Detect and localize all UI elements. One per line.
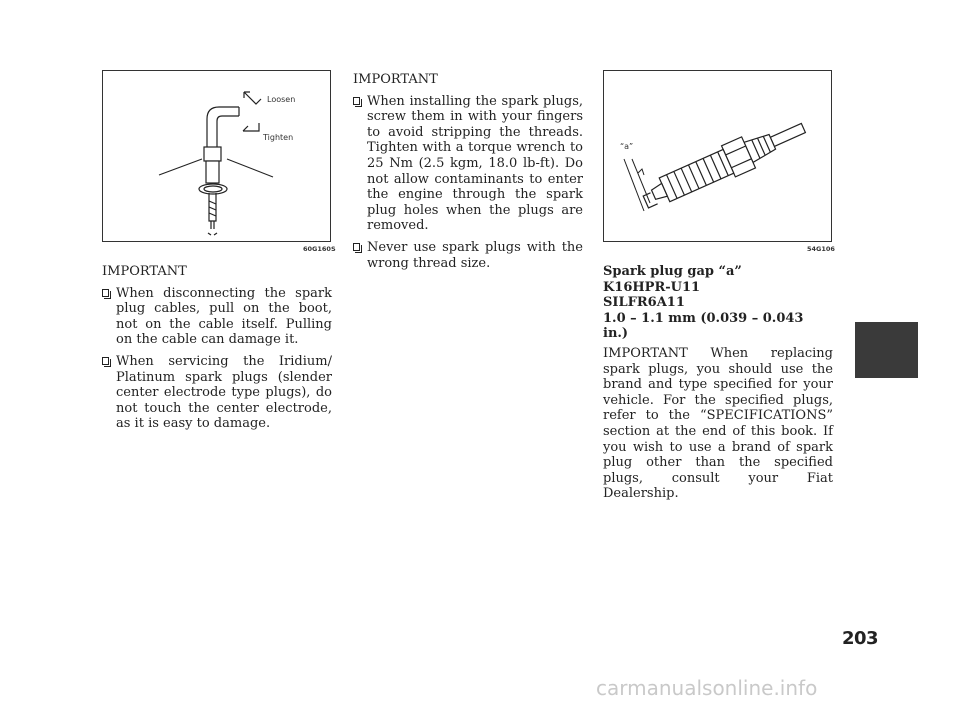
socket [204,147,221,183]
spec-gap-value: 1.0 – 1.1 mm (0.039 – 0.043 in.) [603,310,804,342]
loosen-label: Loosen [267,95,296,104]
watermark: carmanualsonline.info [596,676,818,700]
important-list [102,286,332,432]
figure-code: 54G106 [807,245,835,253]
tighten-label: Tighten [263,133,294,142]
right-column [603,264,833,502]
spark-plug-body [638,112,811,214]
figure-spark-plug-gap [603,70,835,253]
important-list [353,94,583,272]
middle-column [353,72,583,277]
figure-spark-plug-wrench [102,70,336,253]
checkbox-bullet-icon [353,97,360,105]
spec-title: Spark plug gap “a” [603,264,742,279]
figure-code: 60G160S [303,245,336,253]
section-tab [855,322,918,378]
wrench-handle [207,107,239,147]
list-item: When disconnecting the spark plug cables, pull on the boot, not on the cable itself. Pulling on the cable can damage it. [102,286,332,348]
spark-plug [199,184,227,235]
list-item: Never use spark plugs with the wrong thread size. [353,240,583,271]
page-number: 203 [842,628,879,649]
loosen-arrow-icon [244,92,261,104]
important-heading: IMPORTANT [102,264,187,279]
wrench-illustration [103,71,332,243]
spark-plug-illustration [604,71,833,243]
spec-plug-2: SILFR6A11 [603,295,685,311]
list-item: When servicing the Iridium/ Platinum spark plugs (slender center electrode type plugs), do not touch the center electrode, as it is easy to damage. [102,354,332,432]
checkbox-bullet-icon [102,289,109,297]
spec-plug-1: K16HPR-U11 [603,279,701,295]
important-heading: IMPORTANT [353,72,438,87]
list-item: When installing the spark plugs, screw them in with your fingers to avoid stripping the threads. Tighten with a torque wrench to 25 Nm (2.5 kgm, 18.0 lb-ft). Do not allow contaminants to enter the engine through the spark plug holes when the plugs are removed. [353,94,583,234]
tighten-arrow-icon [243,123,259,131]
spec-paragraph: IMPORTANT When replacing spark plugs, you should use the brand and type specified for your vehicle. For the specified plugs, refer to the “SPECIFICATIONS” section at the end of this book. If you wish to use a brand of spark plug other than the specified plugs, consult your Fiat Dealership. [603,345,833,502]
left-column [102,264,332,438]
gap-label: “a” [620,142,634,151]
checkbox-bullet-icon [102,357,109,365]
checkbox-bullet-icon [353,243,360,251]
